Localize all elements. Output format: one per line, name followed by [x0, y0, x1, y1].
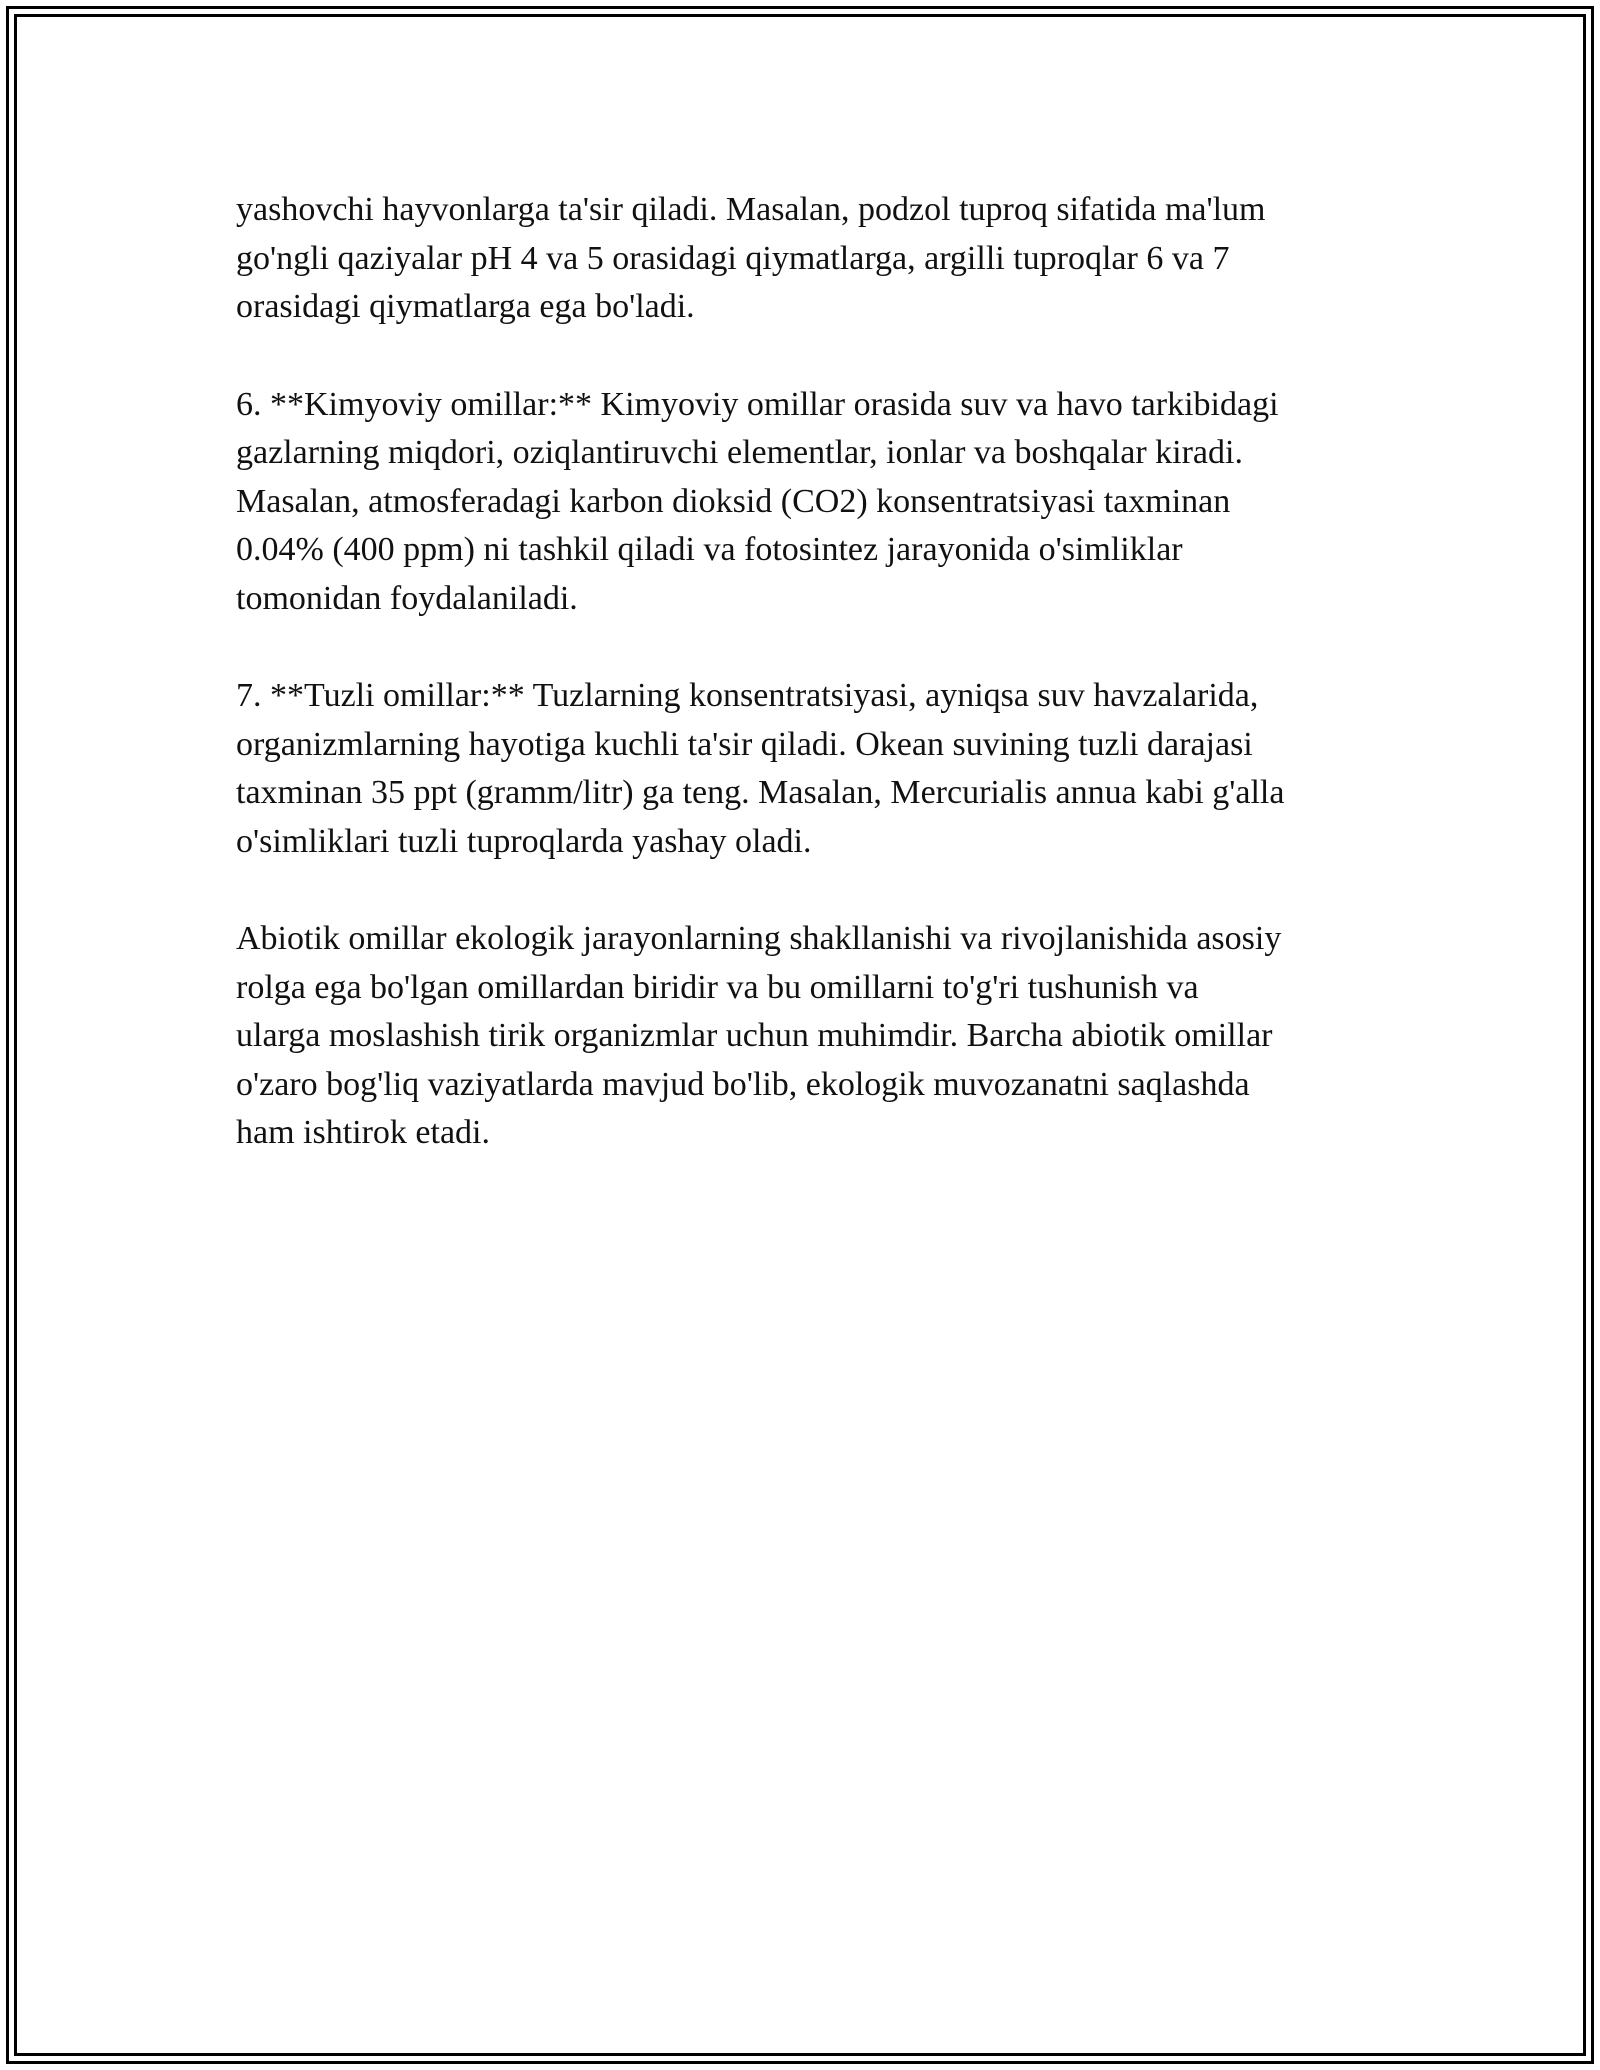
- text-line: ularga moslashish tirik organizmlar uchun muhimdir. Barcha abiotik omillar: [236, 1017, 1273, 1054]
- paragraph-chemical-factors: [236, 381, 1386, 624]
- text-line: go'ngli qaziyalar pH 4 va 5 orasidagi qiymatlarga, argilli tuproqlar 6 va 7: [236, 239, 1230, 277]
- paragraph-conclusion: [236, 915, 1386, 1158]
- text-line: ham ishtirok etadi.: [236, 1114, 491, 1151]
- text-line: orasidagi qiymatlarga ega bo'ladi.: [236, 288, 695, 325]
- paragraph-soil-ph: [236, 186, 1386, 332]
- text-line: o'zaro bog'liq vaziyatlarda mavjud bo'lib, ekologik muvozanatni saqlashda: [236, 1065, 1250, 1103]
- text-line: Abiotik omillar ekologik jarayonlarning shakllanishi va rivojlanishida asosiy: [236, 920, 1282, 957]
- text-line: yashovchi hayvonlarga ta'sir qiladi. Masalan, podzol tuproq sifatida ma'lum: [236, 191, 1266, 228]
- text-line: tomonidan foydalaniladi.: [236, 579, 578, 617]
- paragraph-salt-factors: [236, 672, 1386, 866]
- text-line: 0.04% (400 ppm) ni tashkil qiladi va fotosintez jarayonida o'simliklar: [236, 531, 1183, 568]
- text-line: organizmlarning hayotiga kuchli ta'sir qiladi. Okean suvining tuzli darajasi: [236, 725, 1253, 763]
- text-line: 7. **Tuzli omillar:** Tuzlarning konsentratsiyasi, ayniqsa suv havzalarida,: [236, 677, 1259, 714]
- document-body: [236, 186, 1386, 1207]
- text-line: gazlarning miqdori, oziqlantiruvchi elementlar, ionlar va boshqalar kiradi.: [236, 434, 1243, 471]
- text-line: rolga ega bo'lgan omillardan biridir va bu omillarni to'g'ri tushunish va: [236, 968, 1199, 1006]
- text-line: taxminan 35 ppt (gramm/litr) ga teng. Masalan, Mercurialis annua kabi g'alla: [236, 774, 1285, 811]
- text-line: 6. **Kimyoviy omillar:** Kimyoviy omillar orasida suv va havo tarkibidagi: [236, 385, 1279, 423]
- text-line: Masalan, atmosferadagi karbon dioksid (CO2) konsentratsiyasi taxminan: [236, 482, 1231, 520]
- text-line: o'simliklari tuzli tuproqlarda yashay oladi.: [236, 822, 812, 860]
